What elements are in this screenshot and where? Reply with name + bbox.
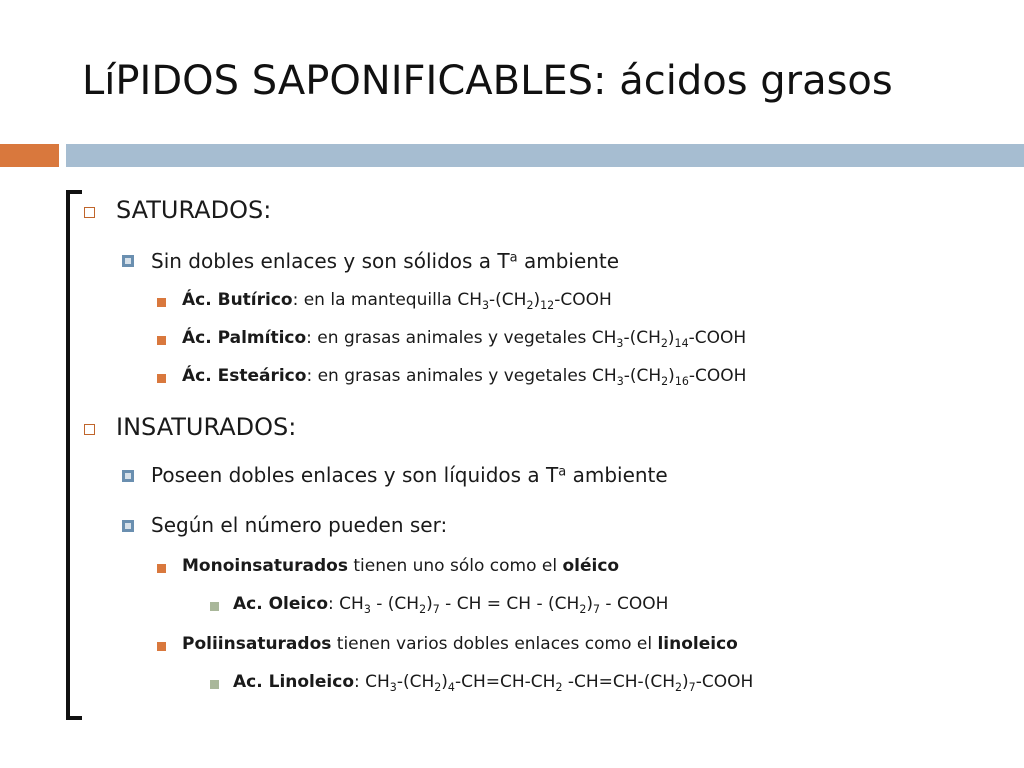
hollow-square-bullet-icon — [84, 207, 95, 218]
poli-item: Poliinsaturados tienen varios dobles enlaces como el linoleico — [182, 634, 738, 654]
small-square-bullet-icon — [210, 680, 219, 689]
insaturados-types: Según el número pueden ser: — [151, 513, 448, 537]
accent-bar-blue — [66, 144, 1024, 167]
estearico-item: Ác. Esteárico: en grasas animales y vegetales $CH_3-(CH_2)_{16}$-COOH — [182, 366, 747, 388]
linoleico-item: Ac. Linoleico: $CH_3-(CH_2)_4-CH=CH-CH_2$ $-CH=CH-(CH_2)_7$-COOH — [233, 672, 754, 694]
butirico-item: Ác. Butírico: en la mantequilla $CH_3-(CH_2)_{12}$-COOH — [182, 290, 612, 312]
small-square-bullet-icon — [210, 602, 219, 611]
insaturados-heading: INSATURADOS: — [116, 413, 297, 441]
square-bullet-icon — [122, 255, 134, 267]
filled-square-bullet-icon — [157, 298, 166, 307]
mono-item: Monoinsaturados tienen uno sólo como el oléico — [182, 556, 620, 576]
oleico-item: Ac. Oleico: $CH_3 - (CH_2)_7$ - CH = CH - $(CH_2)_7$ - COOH — [233, 594, 669, 616]
slide-title: LíPIDOS SAPONIFICABLES: ácidos grasos — [82, 58, 893, 104]
filled-square-bullet-icon — [157, 564, 166, 573]
hollow-square-bullet-icon — [84, 424, 95, 435]
saturados-description: Sin dobles enlaces y son sólidos a $T^a$ ambiente — [151, 249, 620, 273]
filled-square-bullet-icon — [157, 374, 166, 383]
filled-square-bullet-icon — [157, 642, 166, 651]
saturados-heading: SATURADOS: — [116, 196, 272, 224]
square-bullet-icon — [122, 470, 134, 482]
accent-bar-orange — [0, 144, 59, 167]
filled-square-bullet-icon — [157, 336, 166, 345]
insaturados-description: Poseen dobles enlaces y son líquidos a $T^a$ ambiente — [151, 463, 668, 487]
left-bracket — [66, 190, 82, 720]
palmitico-item: Ác. Palmítico: en grasas animales y vegetales $CH_3-(CH_2)_{14}$-COOH — [182, 328, 747, 350]
square-bullet-icon — [122, 520, 134, 532]
